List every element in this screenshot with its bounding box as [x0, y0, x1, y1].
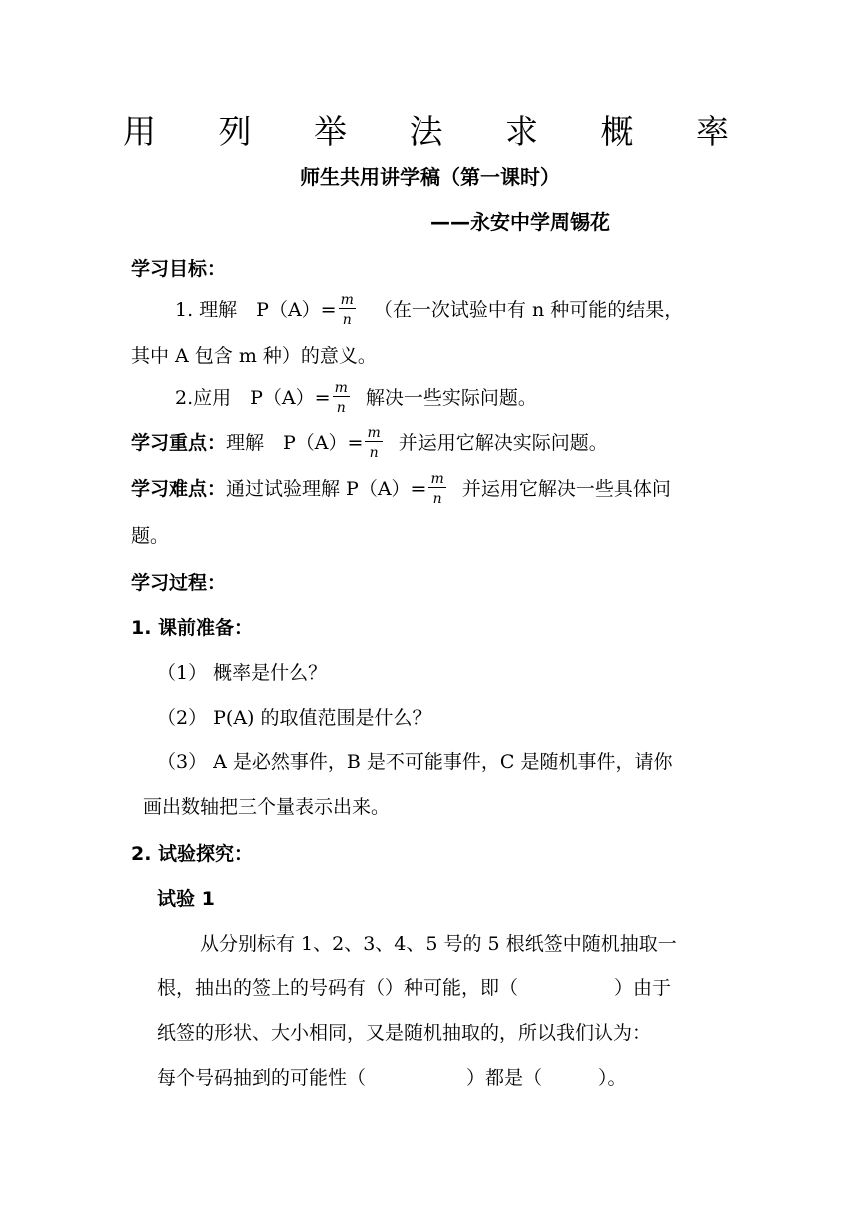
process-heading: 学习过程：: [131, 572, 227, 594]
focus-line: [131, 427, 608, 461]
experiment-1-line-2-end: ）由于: [614, 977, 672, 999]
goal-item-1: [175, 294, 683, 328]
difficulty-text-formula: 通过试验理解 P（A）=: [226, 478, 427, 500]
document-subtitle: 师生共用讲学稿（第一课时）: [300, 165, 560, 189]
difficulty-continuation: 题。: [131, 525, 170, 547]
fraction-m-over-n: [333, 381, 350, 415]
goal-item-2-description: 解决一些实际问题。: [365, 387, 537, 409]
prep-question-2: （2） P(A) 的取值范围是什么？: [157, 707, 432, 729]
difficulty-heading: 学习难点：: [131, 478, 227, 500]
focus-text-rest: 并运用它解决实际问题。: [398, 432, 608, 454]
fraction-denominator: n: [342, 312, 352, 328]
goal-item-2-formula-text: 2.应用 P（A）=: [175, 387, 331, 409]
fraction-denominator: n: [369, 445, 379, 461]
experiment-1-line-4-end: ）。: [598, 1067, 627, 1089]
experiment-1-heading: 试验 1: [157, 888, 215, 910]
prep-question-3-continuation: 画出数轴把三个量表示出来。: [143, 796, 391, 818]
prep-heading: 1. 课前准备：: [131, 617, 254, 639]
difficulty-line: [131, 473, 671, 507]
fraction-numerator: m: [430, 471, 444, 487]
goal-item-1-description: （在一次试验中有 n 种可能的结果，: [373, 299, 684, 321]
fraction-denominator: n: [336, 400, 346, 416]
focus-text-formula: 理解 P（A）=: [226, 432, 364, 454]
difficulty-text-rest: 并运用它解决一些具体问: [461, 478, 671, 500]
fraction-denominator: n: [432, 491, 442, 507]
prep-question-1: （1） 概率是什么？: [157, 662, 328, 684]
experiment-1-line-4: [157, 1063, 627, 1090]
experiment-1-line-2-text: 根，抽出的签上的号码有（）种可能，即（: [157, 977, 519, 999]
goal-item-1-formula-text: 1. 理解 P（A）=: [175, 299, 337, 321]
experiment-1-line-1: 从分别标有 1、2、3、4、5 号的 5 根纸签中随机抽取一: [200, 933, 677, 955]
experiment-1-line-4-middle: ）都是（: [466, 1067, 543, 1089]
goals-heading: 学习目标：: [131, 258, 227, 280]
fraction-m-over-n: [339, 293, 356, 327]
document-title: 用 列 举 法 求 概 率: [123, 112, 755, 151]
author-line: ——永安中学周锡花: [430, 210, 610, 234]
goal-item-2: [175, 382, 537, 416]
focus-heading: 学习重点：: [131, 432, 227, 454]
experiment-1-line-3: 纸签的形状、大小相同，又是随机抽取的，所以我们认为：: [157, 1022, 652, 1044]
experiment-1-line-2: [157, 973, 671, 1000]
fraction-m-over-n: [428, 472, 445, 506]
fraction-numerator: m: [340, 292, 354, 308]
experiment-1-line-4-text: 每个号码抽到的可能性（: [157, 1067, 367, 1089]
explore-heading: 2. 试验探究：: [131, 843, 254, 865]
goal-item-1-continuation: 其中 A 包含 m 种）的意义。: [131, 345, 377, 367]
fraction-numerator: m: [334, 380, 348, 396]
fraction-m-over-n: [365, 426, 382, 460]
prep-question-3: （3） A 是必然事件，B 是不可能事件，C 是随机事件，请你: [157, 751, 673, 773]
fraction-numerator: m: [367, 425, 381, 441]
